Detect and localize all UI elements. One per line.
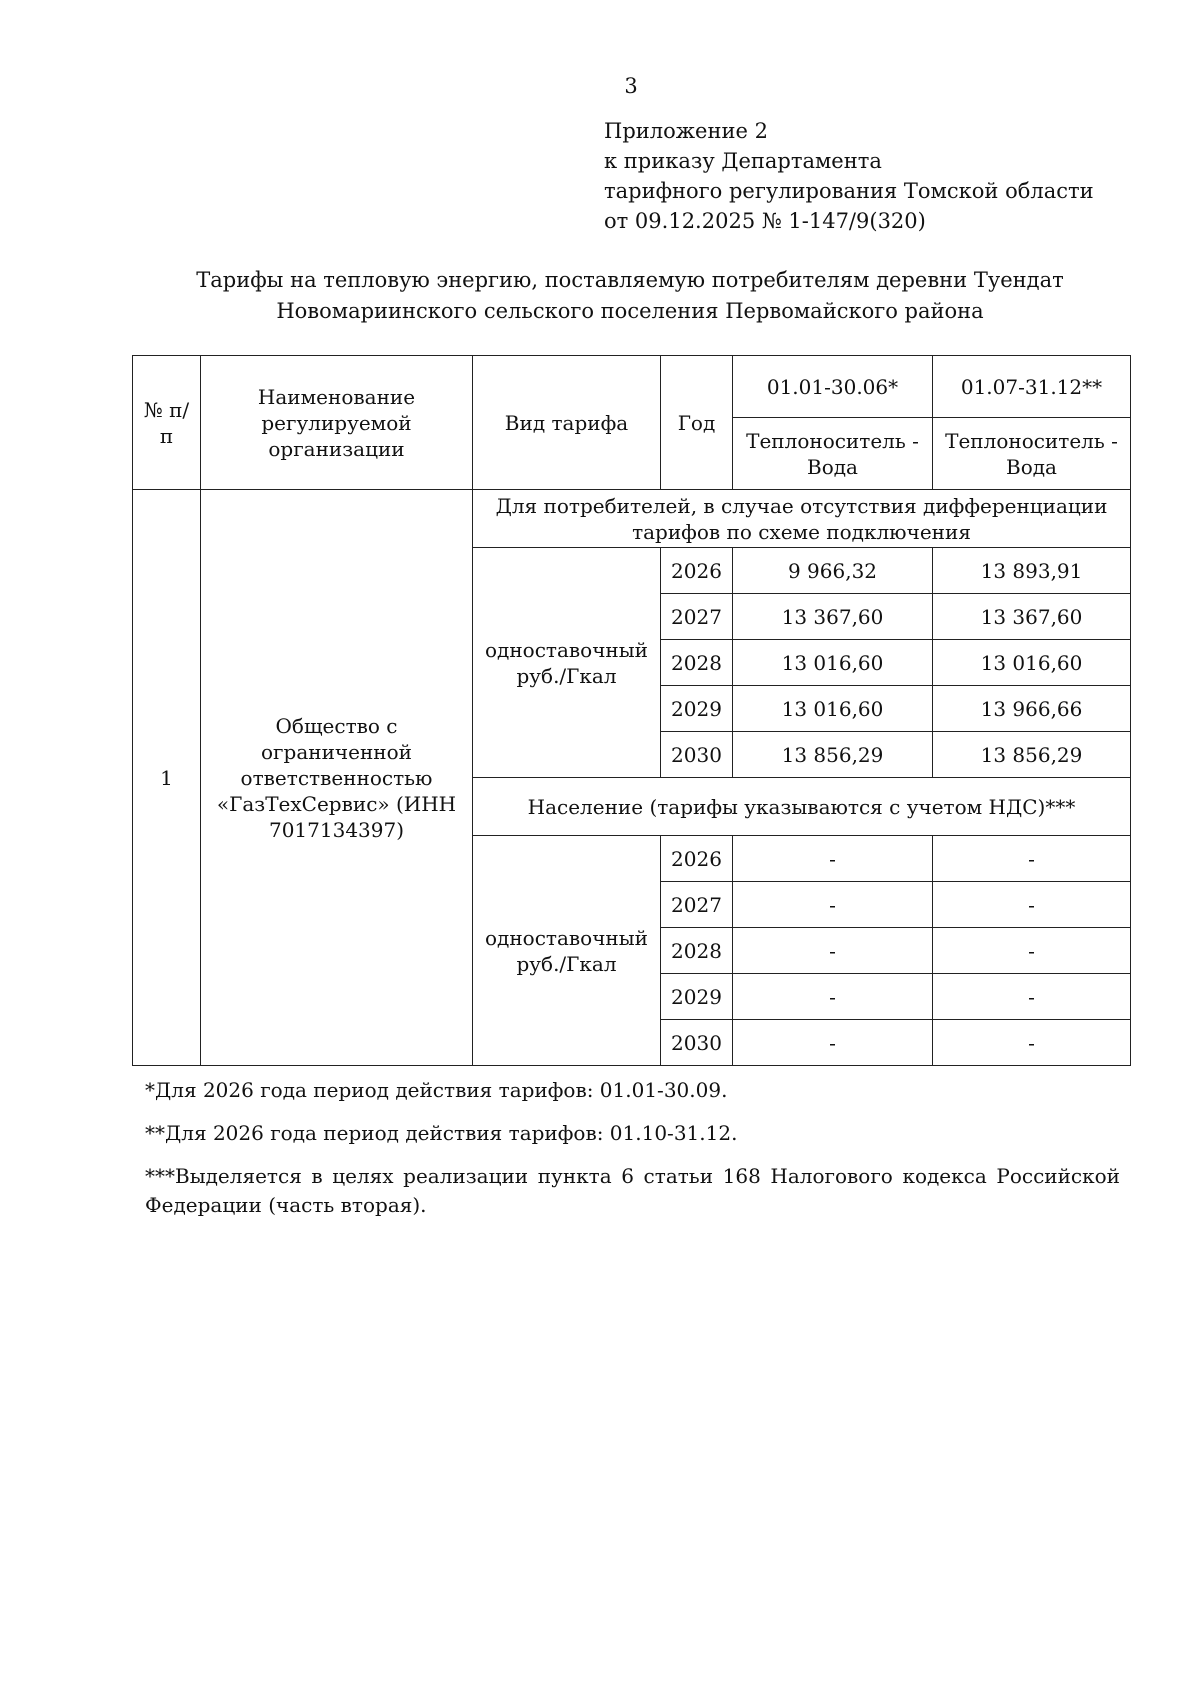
year-cell: 2029: [661, 686, 733, 732]
organization-name: Общество с ограниченной ответственностью «ГазТехСервис» (ИНН 7017134397): [201, 490, 473, 1066]
header-carrier-2: Теплоноситель - Вода: [933, 418, 1131, 490]
tariff-value: 13 856,29: [733, 732, 933, 778]
year-cell: 2029: [661, 974, 733, 1020]
appendix-line: к приказу Департамента: [604, 149, 882, 173]
tariff-type: одноставочный руб./Гкал: [473, 548, 661, 778]
year-cell: 2028: [661, 928, 733, 974]
year-cell: 2030: [661, 1020, 733, 1066]
header-tariff-type: Вид тарифа: [473, 356, 661, 490]
appendix-header: [604, 116, 1094, 236]
year-cell: 2027: [661, 594, 733, 640]
tariff-value: -: [733, 1020, 933, 1066]
year-cell: 2026: [661, 836, 733, 882]
year-cell: 2026: [661, 548, 733, 594]
tariff-value: 13 016,60: [933, 640, 1131, 686]
header-carrier-1: Теплоноситель - Вода: [733, 418, 933, 490]
tariff-value: 9 966,32: [733, 548, 933, 594]
tariff-value: -: [933, 882, 1131, 928]
document-title: [120, 265, 1140, 327]
year-cell: 2030: [661, 732, 733, 778]
tariff-value: 13 856,29: [933, 732, 1131, 778]
appendix-line: от 09.12.2025 № 1-147/9(320): [604, 209, 926, 233]
tariff-value: 13 016,60: [733, 686, 933, 732]
tariff-value: -: [733, 882, 933, 928]
tariff-value: -: [733, 974, 933, 1020]
tariff-table: [132, 355, 1131, 1066]
tariff-value: -: [733, 928, 933, 974]
title-line: Тарифы на тепловую энергию, поставляемую потребителям деревни Туендат: [196, 268, 1064, 292]
tariff-value: 13 016,60: [733, 640, 933, 686]
header-period-1: 01.01-30.06*: [733, 356, 933, 418]
header-num: № п/п: [133, 356, 201, 490]
tariff-value: -: [933, 928, 1131, 974]
tariff-type: одноставочный руб./Гкал: [473, 836, 661, 1066]
year-cell: 2027: [661, 882, 733, 928]
tariff-value: 13 966,66: [933, 686, 1131, 732]
tariff-value: -: [933, 1020, 1131, 1066]
appendix-line: тарифного регулирования Томской области: [604, 179, 1094, 203]
year-cell: 2028: [661, 640, 733, 686]
header-period-2: 01.07-31.12**: [933, 356, 1131, 418]
footnotes: [145, 1076, 1120, 1234]
tariff-value: 13 367,60: [933, 594, 1131, 640]
footnote: **Для 2026 года период действия тарифов: 01.10-31.12.: [145, 1121, 738, 1145]
section-title: Население (тарифы указываются с учетом НДС)***: [473, 778, 1131, 836]
title-line: Новомариинского сельского поселения Первомайского района: [276, 299, 984, 323]
footnote: *Для 2026 года период действия тарифов: 01.01-30.09.: [145, 1078, 728, 1102]
header-year: Год: [661, 356, 733, 490]
section-title: Для потребителей, в случае отсутствия дифференциации тарифов по схеме подключения: [473, 490, 1131, 548]
tariff-value: -: [933, 836, 1131, 882]
tariff-value: 13 893,91: [933, 548, 1131, 594]
row-number: 1: [133, 490, 201, 1066]
header-org: Наименование регулируемой организации: [201, 356, 473, 490]
tariff-value: -: [733, 836, 933, 882]
appendix-line: Приложение 2: [604, 119, 768, 143]
tariff-value: -: [933, 974, 1131, 1020]
page-number: 3: [624, 74, 638, 98]
footnote: ***Выделяется в целях реализации пункта 6 статьи 168 Налогового кодекса Российской Федерации (часть вторая).: [145, 1164, 1120, 1217]
tariff-value: 13 367,60: [733, 594, 933, 640]
